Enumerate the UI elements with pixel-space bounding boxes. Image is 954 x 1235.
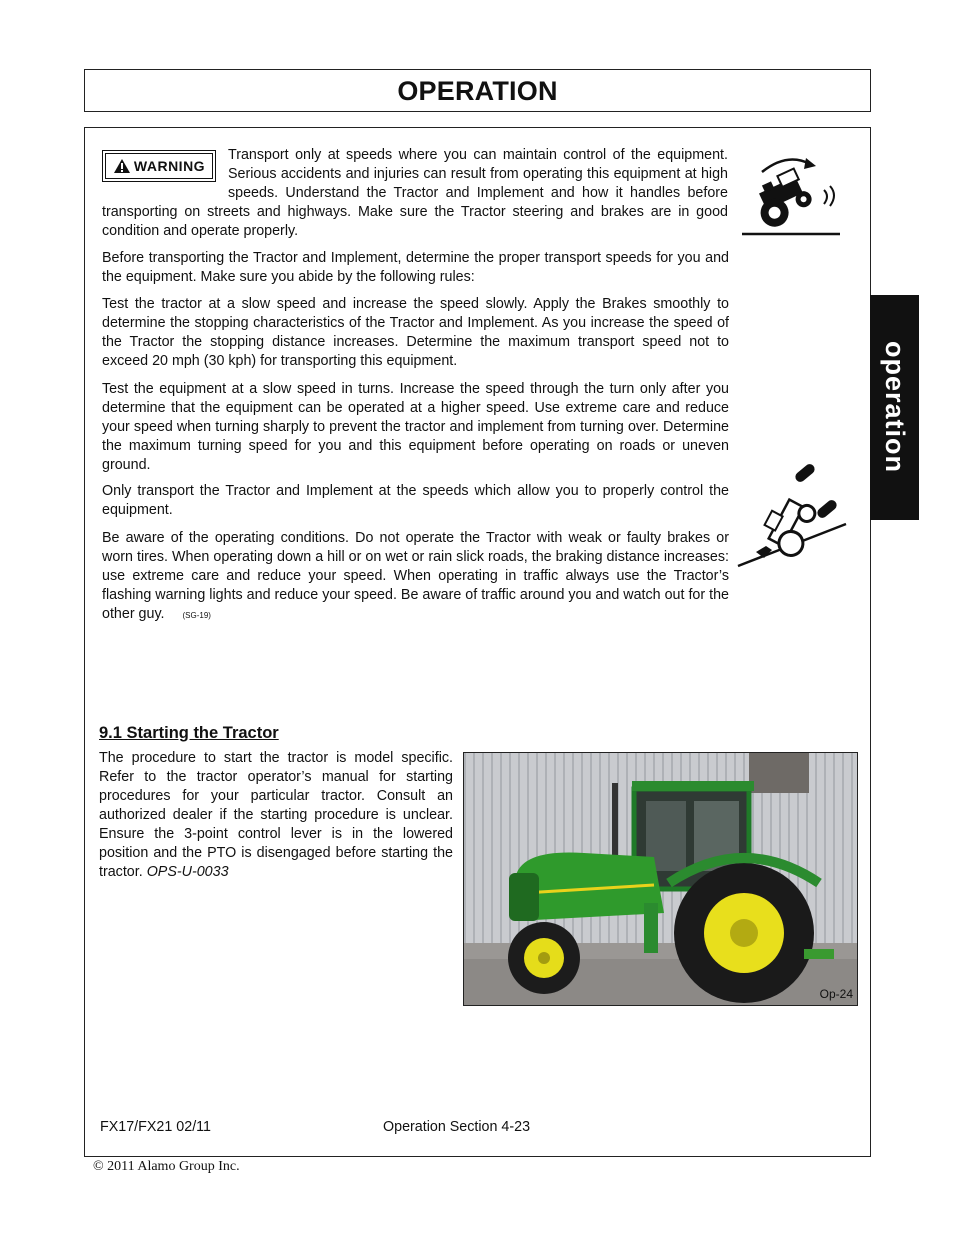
safety-code: (SG-19) — [182, 611, 211, 620]
warning-badge — [102, 150, 216, 182]
operating-conditions-text: Be aware of the operating conditions. Do not operate the Tractor with weak or faulty brakes or worn tires. When operating down a hill or on wet or rain slick roads, the braking distance increases: use extreme care and reduce your speed. When operating in traffic always use the Tractor’s flashing warning lights and reduce your speed. Be aware of traffic around you and watch out for the other guy. — [102, 530, 729, 622]
page-title: OPERATION — [397, 76, 558, 106]
tractor-rollover-icon — [742, 150, 842, 240]
tractor-photo-image — [464, 753, 858, 1006]
section-title: 9.1 Starting the Tractor — [99, 724, 279, 742]
tractor-photo — [463, 752, 858, 1006]
paragraph-operating-conditions — [102, 529, 729, 625]
section-body-text: The procedure to start the tractor is model specific. Refer to the tractor operator’s manual for starting procedures for your particular tractor. Consult an authorized dealer if the starting procedure is unclear. Ensure the 3-point control lever is in the lowered position and the PTO is disengaged before starting the tractor. — [99, 750, 453, 880]
footer-page: Operation Section 4-23 — [383, 1119, 531, 1135]
warning-text: Transport only at speeds where you can maintain control of the equipment. Serious accidents and injuries can result from operating this equipment at high speeds. Understand the Tractor and Implement and how it handles before transporting on streets and highways. Make sure the Tractor steering and brakes are in good condition and operate properly. — [102, 147, 728, 239]
warning-triangle-icon — [113, 158, 131, 174]
header-box — [84, 69, 871, 112]
side-section-tab — [870, 295, 919, 520]
paragraph-test-turns: Test the equipment at a slow speed in turns. Increase the speed through the turn only after you determine that the equipment can be operated at a higher speed. Use extreme care and reduce your speed when turning sharply to prevent the tractor and implement from turning over. Determine the maximum turning speed for you and this equipment before operating on roads or uneven ground. — [102, 381, 729, 473]
footer-model: FX17/FX21 02/11 — [100, 1119, 212, 1135]
side-tab-label: operation — [880, 341, 910, 474]
section-code: OPS-U-0033 — [146, 864, 229, 880]
paragraph-test-slow-speed: Test the tractor at a slow speed and increase the speed slowly. Apply the Brakes smoothly to determine the stopping characteristics of the Tractor and Implement. As you increase the speed of the Tractor the stopping distance increases. Determine the maximum transport speed not to exceed 20 mph (30 kph) for transporting this equipment. — [102, 296, 729, 369]
paragraph-control: Only transport the Tractor and Implement at the speeds which allow you to properly control the equipment. — [102, 483, 729, 518]
copyright: © 2011 Alamo Group Inc. — [93, 1159, 240, 1174]
tractor-on-slope-icon — [736, 462, 848, 574]
photo-label: Op-24 — [819, 987, 853, 1001]
warning-block — [102, 146, 728, 241]
section-body — [99, 749, 453, 882]
warning-badge-label: WARNING — [133, 157, 206, 174]
paragraph-transport-speeds: Before transporting the Tractor and Implement, determine the proper transport speeds for you and the equipment. Make sure you abide by the following rules: — [102, 250, 729, 285]
